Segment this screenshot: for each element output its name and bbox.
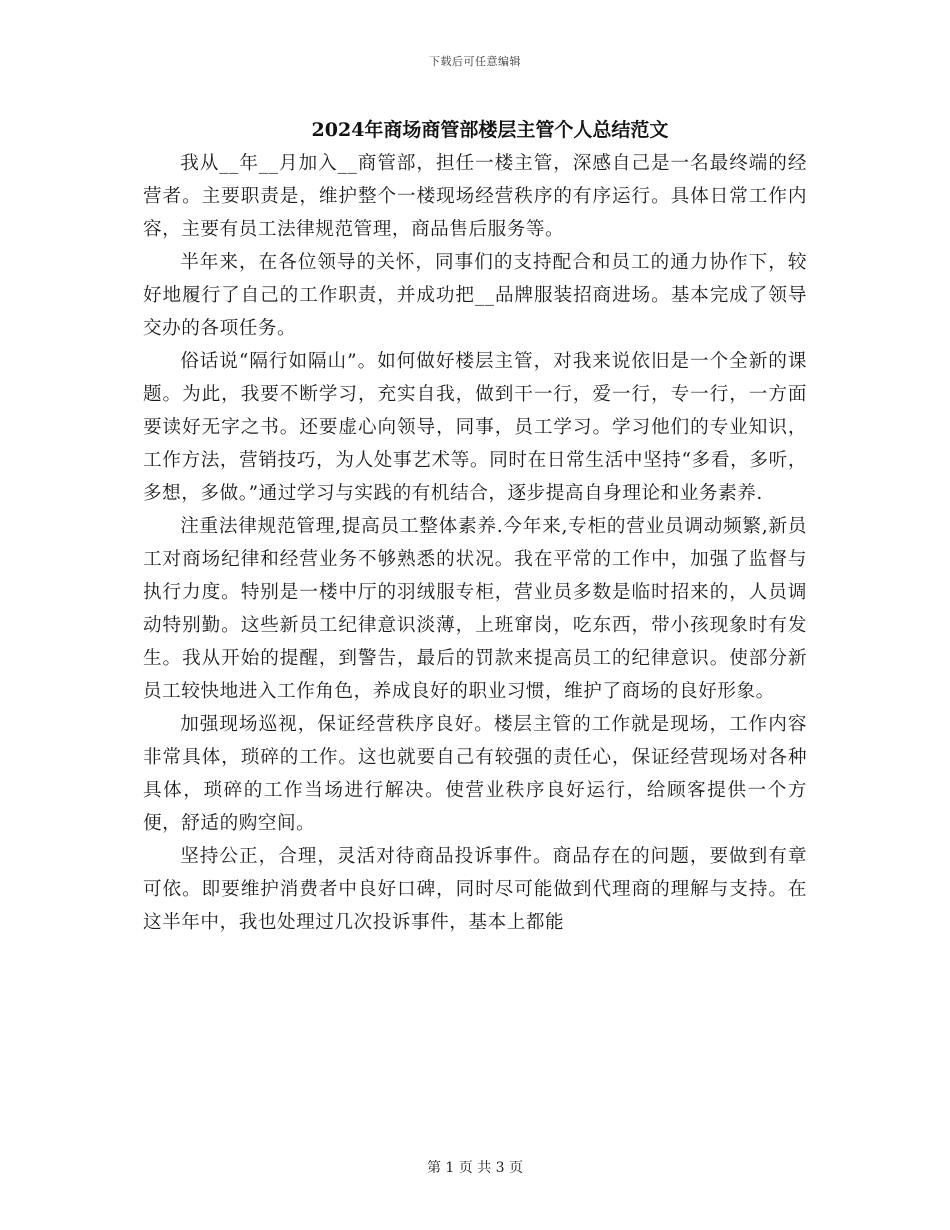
paragraph: 坚持公正，合理，灵活对待商品投诉事件。商品存在的问题，要做到有章可依。即要维护消费者中良好口碑，同时尽可能做到代理商的理解与支持。在这半年中，我也处理过几次投诉事件，基本上都能 bbox=[143, 846, 807, 933]
page-number-footer: 第 1 页 共 3 页 bbox=[426, 1160, 524, 1176]
document-title: 2024年商场商管部楼层主管个人总结范文 bbox=[311, 119, 669, 141]
paragraph: 加强现场巡视，保证经营秩序良好。楼层主管的工作就是现场，工作内容非常具体，琐碎的工作。这也就要自己有较强的责任心，保证经营现场对各种具体，琐碎的工作当场进行解决。使营业秩序良好运行，给顾客提供一个方便，舒适的购空间。 bbox=[143, 714, 807, 834]
paragraph: 半年来，在各位领导的关怀，同事们的支持配合和员工的通力协作下，较好地履行了自己的工作职责，并成功把__品牌服装招商进场。基本完成了领导交办的各项任务。 bbox=[143, 252, 807, 339]
page-header-note: 下载后可任意编辑 bbox=[429, 55, 521, 68]
paragraph: 俗话说“隔行如隔山”。如何做好楼层主管，对我来说依旧是一个全新的课题。为此，我要不断学习，充实自我，做到干一行，爱一行，专一行，一方面要读好无字之书。还要虚心向领导，同事，员工学习。学习他们的专业知识，工作方法，营销技巧，为人处事艺术等。同时在日常生活中坚持“多看，多听，多想，多做。”通过学习与实践的有机结合，逐步提高自身理论和业务素养. bbox=[143, 351, 807, 504]
paragraph: 我从__年__月加入__商管部，担任一楼主管，深感自己是一名最终端的经营者。主要职责是，维护整个一楼现场经营秩序的有序运行。具体日常工作内容，主要有员工法律规范管理，商品售后服务等。 bbox=[143, 153, 807, 240]
paragraph: 注重法律规范管理,提高员工整体素养.今年来,专柜的营业员调动频繁,新员工对商场纪律和经营业务不够熟悉的状况。我在平常的工作中，加强了监督与执行力度。特别是一楼中厅的羽绒服专柜，营业员多数是临时招来的，人员调动特别勤。这些新员工纪律意识淡薄，上班窜岗，吃东西，带小孩现象时有发生。我从开始的提醒，到警告，最后的罚款来提高员工的纪律意识。使部分新员工较快地进入工作角色，养成良好的职业习惯，维护了商场的良好形象。 bbox=[143, 516, 807, 702]
document-body bbox=[143, 147, 807, 939]
